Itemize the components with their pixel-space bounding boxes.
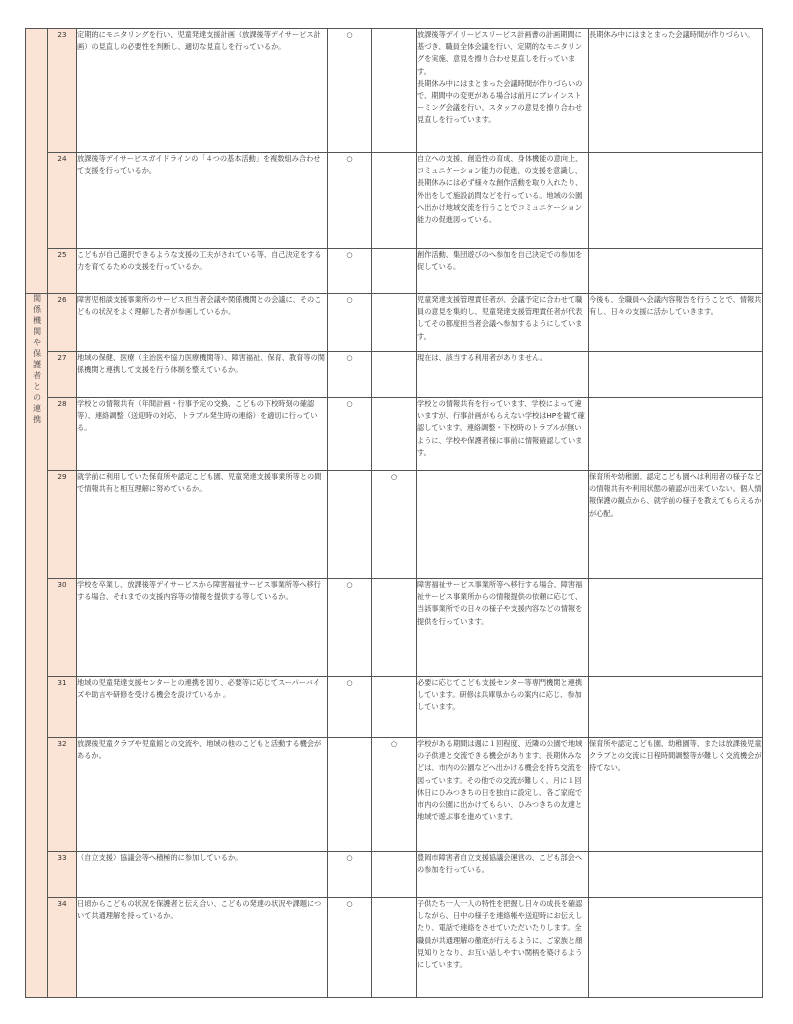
item-number: 32 bbox=[48, 738, 77, 852]
status-note: 学校がある期間は週に１回程度、近隣の公園で地域の子供達と交流できる機会があります、長期休みなどは、市内の公園などへ出かける機会を持ち交流を図っています。その他での交流が難しく、月に１回休日にひみつきちの日を独自に設定し、各ご家庭で市内の公園に出かけてもらい、ひみつきちの友達と地域で遊ぶ事を進めています。 bbox=[417, 738, 589, 852]
mark-no bbox=[372, 677, 417, 738]
question-text: 日頃からこどもの状況を保護者と伝え合い、こどもの発達の状況や課題について共通理解を持っているか。 bbox=[77, 898, 328, 998]
mark-yes: ○ bbox=[328, 29, 372, 153]
item-number: 33 bbox=[48, 852, 77, 898]
table-row bbox=[26, 29, 763, 153]
table-row bbox=[26, 249, 763, 294]
mark-yes: ○ bbox=[328, 398, 372, 471]
improvement-note: 今後も、全職員へ会議内容報告を行うことで、情報共有し、日々の支援に活かしていきます。 bbox=[589, 294, 763, 352]
improvement-note bbox=[589, 153, 763, 249]
item-number: 24 bbox=[48, 153, 77, 249]
question-text: 定期的にモニタリングを行い、児童発達支援計画（放課後等デイサービス計画）の見直しの必要性を判断し、適切な見直しを行っているか。 bbox=[77, 29, 328, 153]
mark-no: ○ bbox=[372, 471, 417, 579]
mark-yes: ○ bbox=[328, 352, 372, 398]
table-row bbox=[26, 898, 763, 998]
evaluation-table bbox=[25, 28, 763, 998]
question-text: （自立支援）協議会等へ積極的に参加しているか。 bbox=[77, 852, 328, 898]
category-label-coordination: 関係機関や保護者との連携 bbox=[32, 294, 42, 426]
status-note: 必要に応じてこども支援センター等専門機関と連携しています。研修は兵庫県からの案内に応じ、参加しています。 bbox=[417, 677, 589, 738]
item-number: 26 bbox=[48, 294, 77, 352]
improvement-note bbox=[589, 352, 763, 398]
improvement-note: 保育所や認定こども園、幼稚園等、または放課後児童クラブとの交流に日程時間調整等が難しく交流機会が持てない。 bbox=[589, 738, 763, 852]
status-note: 子供たち一人一人の特性を把握し日々の成長を確認しながら、日中の様子を連絡帳や送迎時にお伝えしたり、電話で連絡をさせていただいたりします。全職員が共通理解の徹底が行えるように、ご家族と顔見知りとなり、お互い話しやすい関柄を築けるようにしています。 bbox=[417, 898, 589, 998]
table-row bbox=[26, 153, 763, 249]
question-text: 放課後等デイサービスガイドラインの「４つの基本活動」を複数組み合わせて支援を行っているか。 bbox=[77, 153, 328, 249]
mark-yes: ○ bbox=[328, 898, 372, 998]
question-text: こどもが自己選択できるような支援の工夫がされている等、自己決定をする力を育てるための支援を行っているか。 bbox=[77, 249, 328, 294]
item-number: 30 bbox=[48, 579, 77, 677]
table-row bbox=[26, 579, 763, 677]
mark-no bbox=[372, 294, 417, 352]
item-number: 23 bbox=[48, 29, 77, 153]
status-note: 障害福祉サービス事業所等へ移行する場合、障害福祉サービス事業所からの情報提供の依頼に応じて、当該事業所での日々の様子や支援内容などの情報を提供を行っています。 bbox=[417, 579, 589, 677]
mark-yes: ○ bbox=[328, 249, 372, 294]
item-number: 28 bbox=[48, 398, 77, 471]
item-number: 34 bbox=[48, 898, 77, 998]
status-note: 豊岡市障害者自立支援協議会運営の、こども部会への参加を行っている。 bbox=[417, 852, 589, 898]
status-note: 現在は、該当する利用者がありません。 bbox=[417, 352, 589, 398]
item-number: 29 bbox=[48, 471, 77, 579]
improvement-note bbox=[589, 898, 763, 998]
mark-no bbox=[372, 852, 417, 898]
status-note: 放課後等デイリービスリービス計画書の計画期間に基づき、職員全体会議を行い、定期的なモニタリングを実施、意見を擦り合わせ見直しを行っています。 長期休み中にはまとまった会議時間が作りづらいので、期間中の変更がある場合は前月にブレインストーミング会議を行い、スタッフの意見を擦り合わせ見直しを行っています。 bbox=[417, 29, 589, 153]
improvement-note bbox=[589, 677, 763, 738]
question-text: 地域の児童発達支援センターとの連携を図り、必要等に応じてスーパーバイズや助言や研修を受ける機会を設けているか 。 bbox=[77, 677, 328, 738]
mark-yes: ○ bbox=[328, 677, 372, 738]
mark-yes: ○ bbox=[328, 579, 372, 677]
category-cell-upper bbox=[26, 29, 48, 294]
status-note bbox=[417, 471, 589, 579]
mark-no bbox=[372, 249, 417, 294]
table-row bbox=[26, 852, 763, 898]
improvement-note: 保育所や幼稚園、認定こども園へは利用者の様子などの情報共有や利用状態の確認が出来ていない。個人情報保護の観点から、就学前の様子を教えてもらえるかが心配。 bbox=[589, 471, 763, 579]
question-text: 就学前に利用していた保育所や認定こども園、児童発達支援事業所等との間で情報共有と相互理解に努めているか。 bbox=[77, 471, 328, 579]
mark-yes: ○ bbox=[328, 294, 372, 352]
status-note: 児童発達支援管理責任者が、会議予定に合わせて職員の意見を集約し、児童発達支援管理責任者が代表してその都度担当者会議へ参加するようにしています。 bbox=[417, 294, 589, 352]
mark-yes bbox=[328, 738, 372, 852]
status-note: 自立への支援、創造性の育成、身体機能の意向上、コミュニケーション能力の促進、の支援を意識し、長期休みには必ず様々な創作活動を取り入れたり、外出をして施設訪問などを行っている。地域の公園へ出かけ地域交流を行うことでコミュニケーション能力の促進図っている。 bbox=[417, 153, 589, 249]
mark-no: ○ bbox=[372, 738, 417, 852]
mark-no bbox=[372, 898, 417, 998]
mark-no bbox=[372, 352, 417, 398]
table-row bbox=[26, 398, 763, 471]
mark-no bbox=[372, 398, 417, 471]
mark-no bbox=[372, 579, 417, 677]
improvement-note bbox=[589, 852, 763, 898]
question-text: 放課後児童クラブや児童館との交流や、地域の他のこどもと活動する機会があるか。 bbox=[77, 738, 328, 852]
mark-yes: ○ bbox=[328, 153, 372, 249]
table-row bbox=[26, 471, 763, 579]
item-number: 25 bbox=[48, 249, 77, 294]
improvement-note bbox=[589, 249, 763, 294]
table-row bbox=[26, 352, 763, 398]
question-text: 障害児相談支援事業所のサービス担当者会議や関係機関との会議に、そのこどもの状況をよく理解した者が参画しているか。 bbox=[77, 294, 328, 352]
item-number: 31 bbox=[48, 677, 77, 738]
improvement-note: 長期休み中にはまとまった会議時間が作りづらい。 bbox=[589, 29, 763, 153]
improvement-note bbox=[589, 398, 763, 471]
category-cell-coordination bbox=[26, 294, 48, 998]
mark-no bbox=[372, 153, 417, 249]
mark-yes: ○ bbox=[328, 852, 372, 898]
mark-yes bbox=[328, 471, 372, 579]
status-note: 創作活動、集団遊びのへ参加を自己決定での参加を促している。 bbox=[417, 249, 589, 294]
question-text: 学校を卒業し、放課後等デイサービスから障害福祉サービス事業所等へ移行する場合、それまでの支援内容等の情報を提供する等しているか。 bbox=[77, 579, 328, 677]
table-body bbox=[26, 29, 763, 998]
table-row bbox=[26, 294, 763, 352]
status-note: 学校との情報共有を行っています、学校によって違いますが、行事計画がもらえない学校はHPを観て確認しています。連絡調整・下校時のトラブルが無いように、学校や保護者様に事前に情報確認しています。 bbox=[417, 398, 589, 471]
table-row bbox=[26, 738, 763, 852]
mark-no bbox=[372, 29, 417, 153]
question-text: 学校との情報共有（年間計画・行事予定の交換、こどもの下校時刻の確認等）、連絡調整（送迎時の対応、トラブル発生時の連絡）を適切に行っている。 bbox=[77, 398, 328, 471]
table-row bbox=[26, 677, 763, 738]
item-number: 27 bbox=[48, 352, 77, 398]
improvement-note bbox=[589, 579, 763, 677]
question-text: 地域の保健、医療（主治医や協力医療機関等）、障害福祉、保育、教育等の関係機関と連携して支援を行う体制を整えているか。 bbox=[77, 352, 328, 398]
